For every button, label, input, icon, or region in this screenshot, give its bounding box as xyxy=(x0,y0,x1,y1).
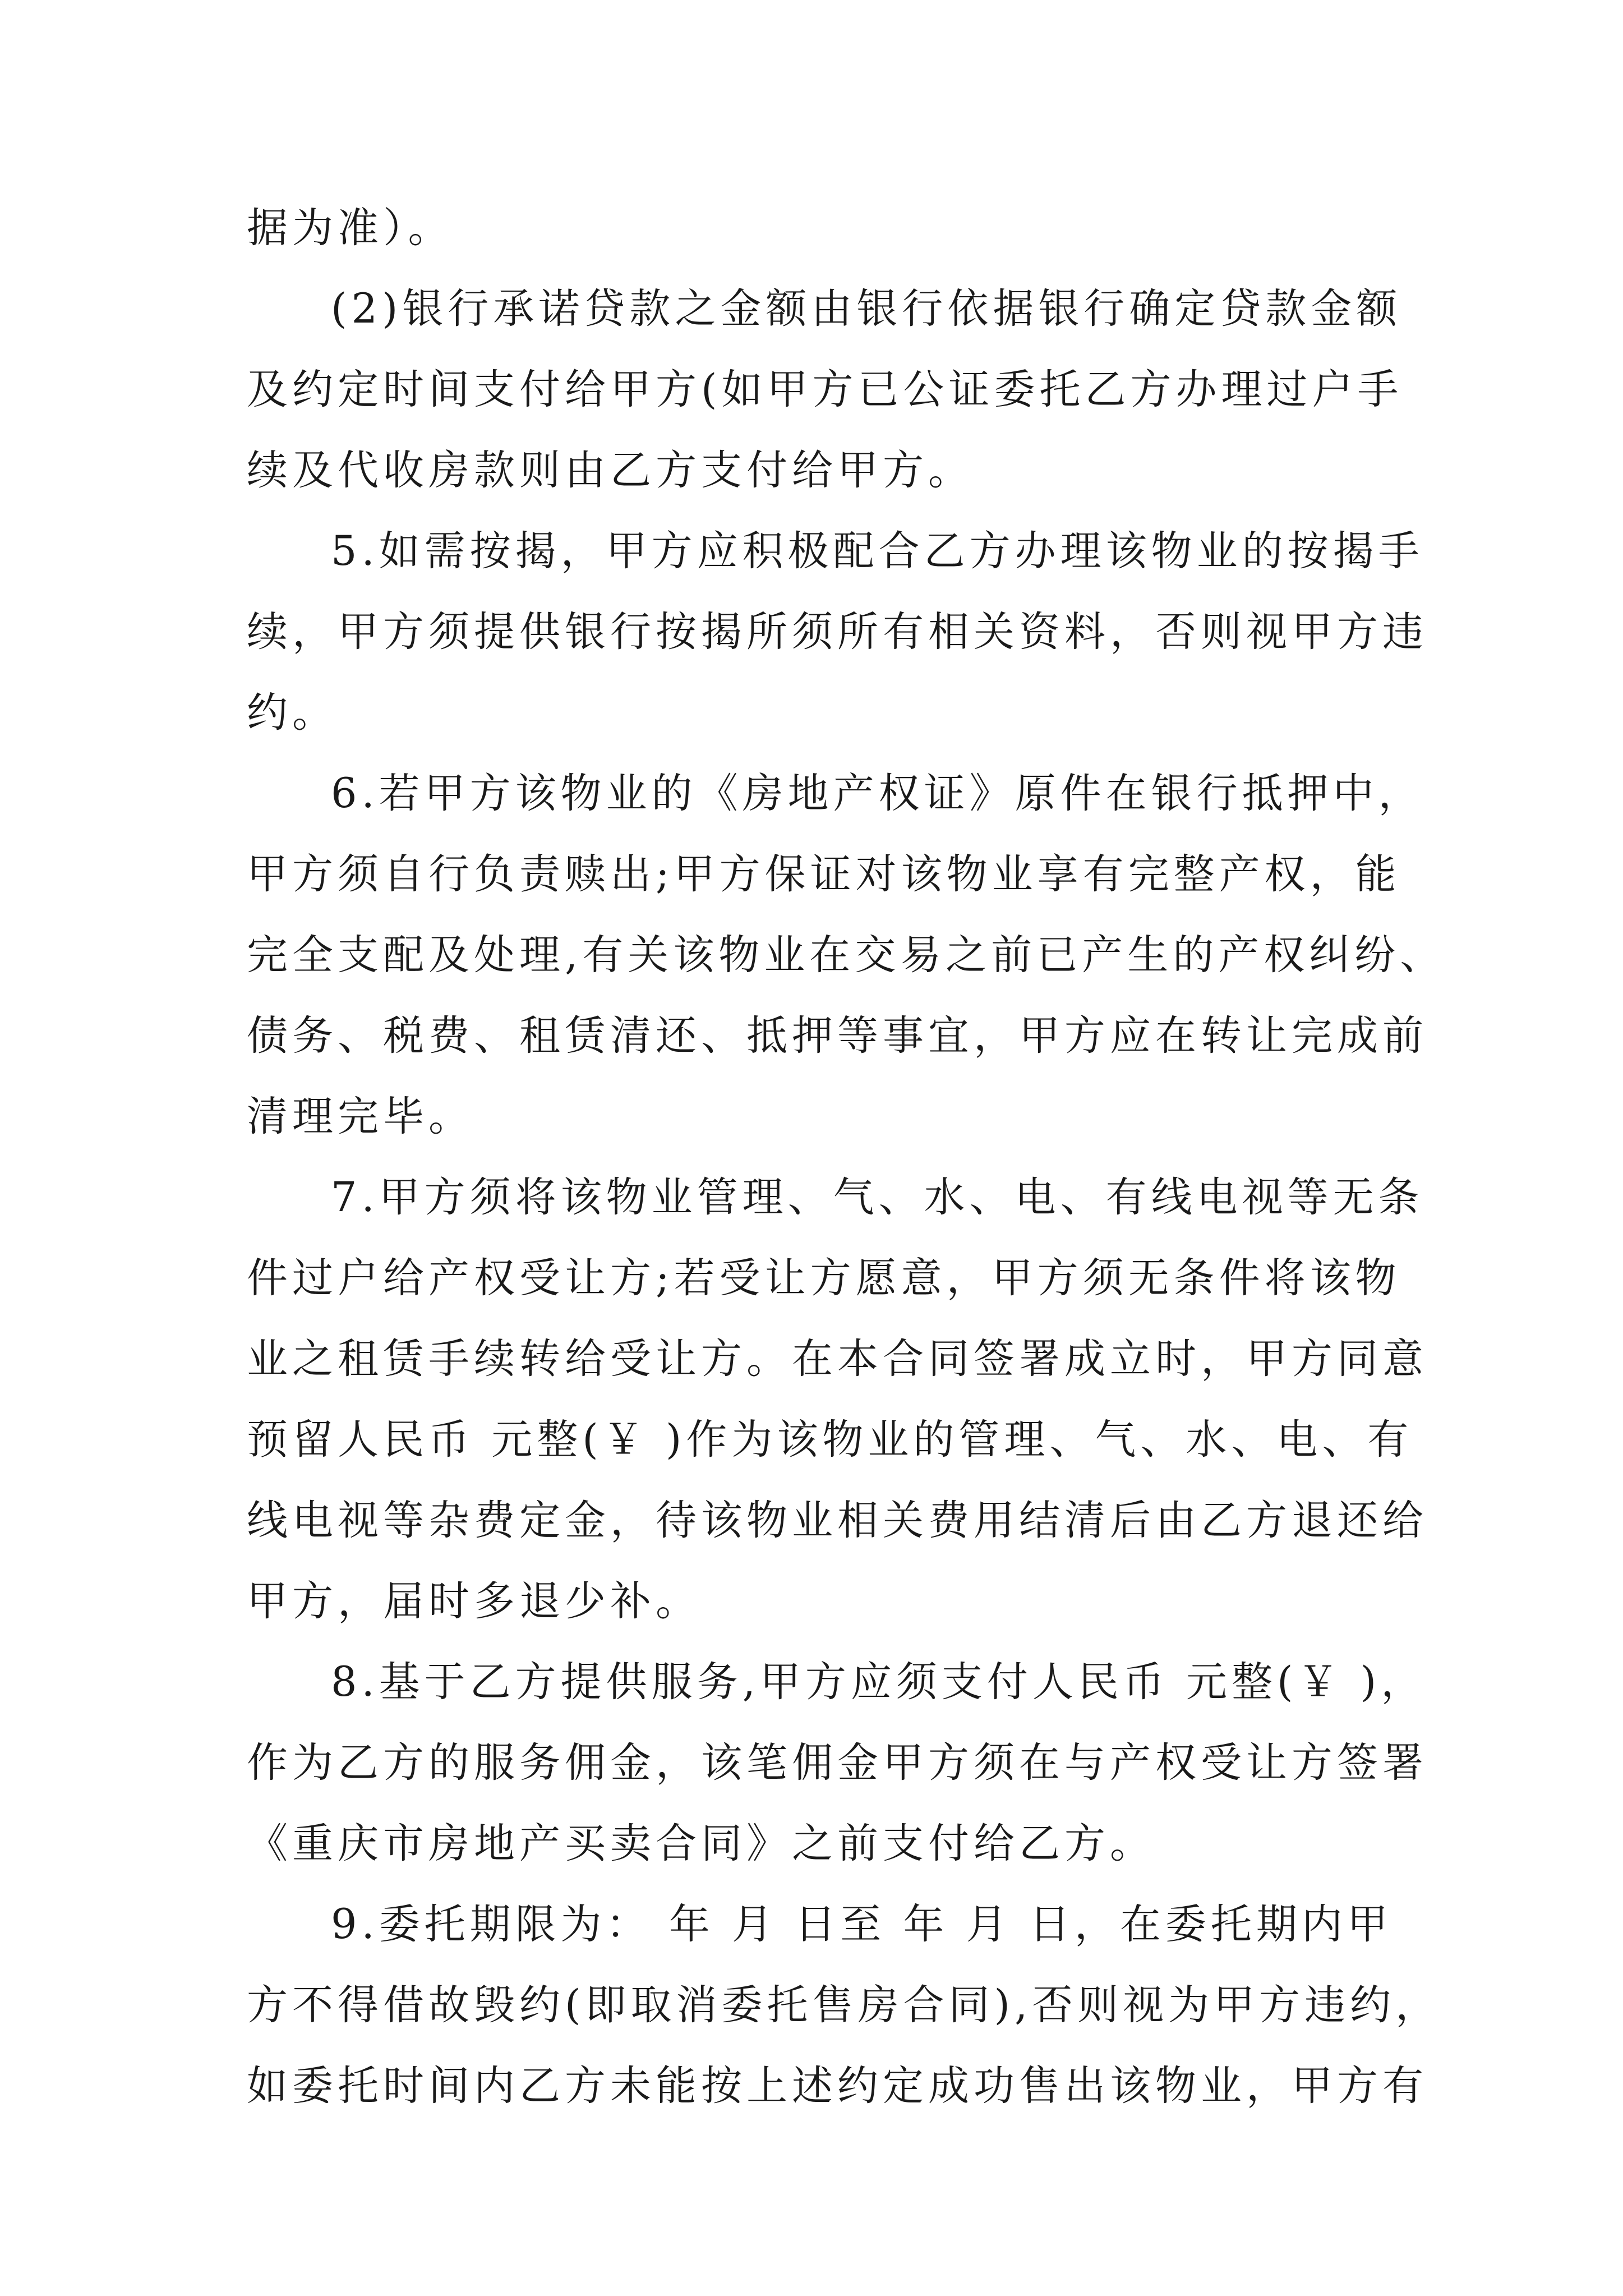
text-line: (2)银行承诺贷款之金额由银行依据银行确定贷款金额 xyxy=(331,285,1402,333)
text-line: 线电视等杂费定金，待该物业相关费用结清后由乙方退还给 xyxy=(247,1497,1428,1544)
text-line: 7.甲方须将该物业管理、气、水、电、有线电视等无条 xyxy=(331,1174,1424,1221)
text-line: 件过户给产权受让方;若受让方愿意，甲方须无条件将该物 xyxy=(247,1254,1401,1302)
text-line: 8.基于乙方提供服务,甲方应须支付人民币 元整(￥ )， xyxy=(331,1658,1427,1706)
text-line: 《重庆市房地产买卖合同》之前支付给乙方。 xyxy=(247,1820,1155,1867)
text-line: 及约定时间支付给甲方(如甲方已公证委托乙方办理过户手 xyxy=(247,366,1403,413)
text-line: 甲方须自行负责赎出;甲方保证对该物业享有完整产权，能 xyxy=(247,850,1401,898)
text-line: 作为乙方的服务佣金，该笔佣金甲方须在与产权受让方签署 xyxy=(247,1739,1428,1787)
text-line: 业之租赁手续转给受让方。在本合同签署成立时，甲方同意 xyxy=(247,1335,1428,1383)
text-line: 约。 xyxy=(247,689,338,737)
text-line: 续及代收房款则由乙方支付给甲方。 xyxy=(247,447,974,494)
text-line: 方不得借故毁约(即取消委托售房合同),否则视为甲方违约， xyxy=(247,1981,1441,2029)
text-line: 甲方，届时多退少补。 xyxy=(247,1577,701,1625)
text-line: 5.如需按揭，甲方应积极配合乙方办理该物业的按揭手 xyxy=(331,527,1424,575)
text-line: 预留人民币 元整(￥ )作为该物业的管理、气、水、电、有 xyxy=(247,1416,1413,1464)
text-line: 9.委托期限为： 年 月 日至 年 月 日，在委托期内甲 xyxy=(331,1901,1393,1948)
text-line: 完全支配及处理,有关该物业在交易之前已产生的产权纠纷、 xyxy=(247,931,1446,979)
document-body xyxy=(247,188,1446,2127)
text-line: 如委托时间内乙方未能按上述约定成功售出该物业，甲方有 xyxy=(247,2062,1428,2110)
text-line: 6.若甲方该物业的《房地产权证》原件在银行抵押中， xyxy=(331,770,1424,817)
text-line: 续，甲方须提供银行按揭所须所有相关资料，否则视甲方违 xyxy=(247,608,1428,656)
text-line: 债务、税费、租赁清还、抵押等事宜，甲方应在转让完成前 xyxy=(247,1012,1428,1060)
text-line: 清理完毕。 xyxy=(247,1093,474,1140)
text-line: 据为准）。 xyxy=(247,204,454,252)
